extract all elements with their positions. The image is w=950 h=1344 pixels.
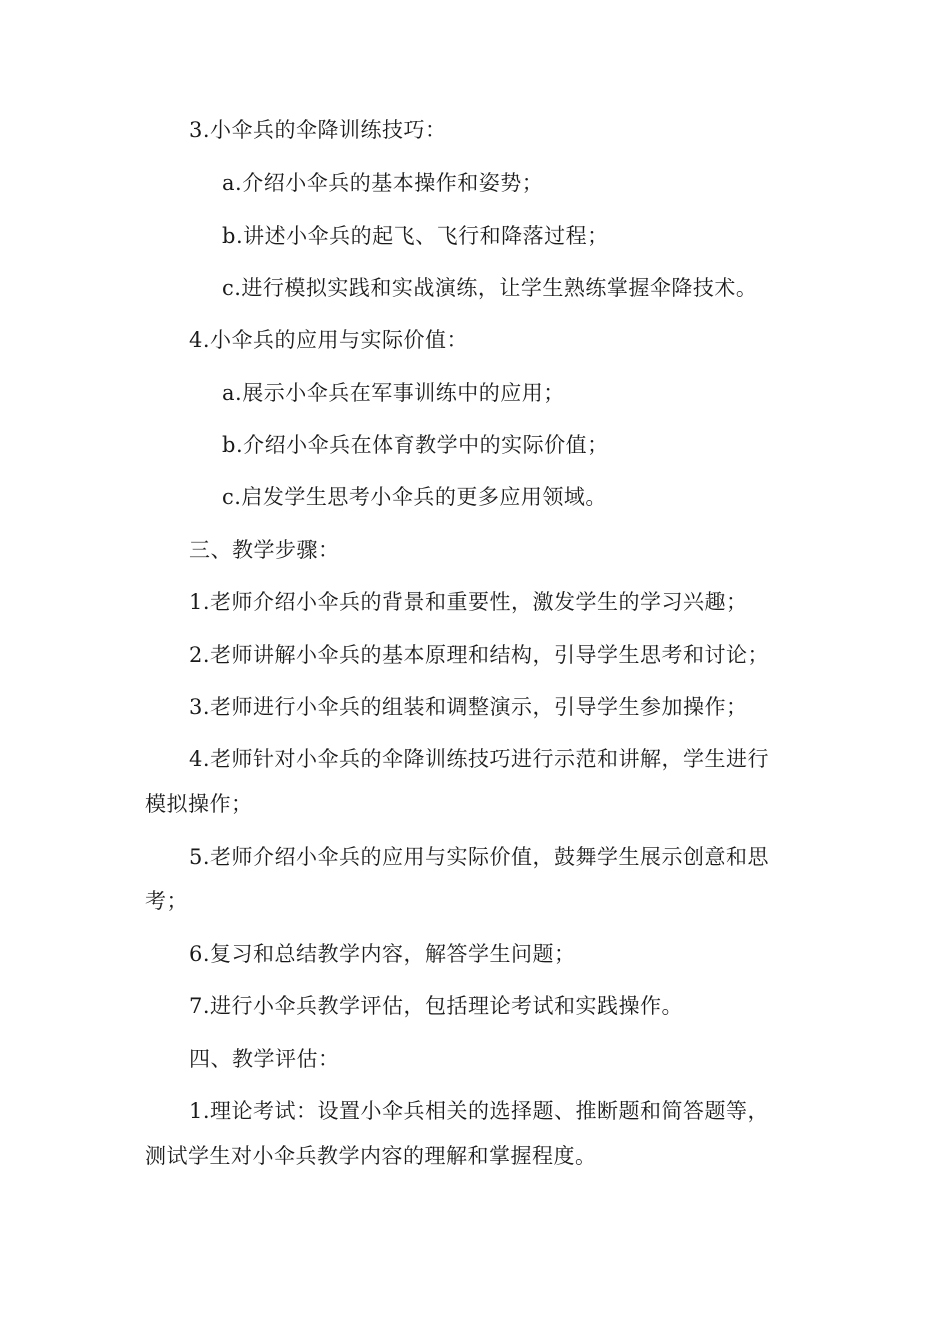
list-item: 1.理论考试：设置小伞兵相关的选择题、推断题和简答题等， [189,1099,770,1123]
heading-application-value: 4.小伞兵的应用与实际价值： [189,328,469,352]
list-item: 5.老师介绍小伞兵的应用与实际价值，鼓舞学生展示创意和思 [189,845,770,869]
section-heading-teaching-steps: 三、教学步骤： [189,538,340,562]
section-heading-teaching-evaluation: 四、教学评估： [189,1047,340,1071]
list-item: b.介绍小伞兵在体育教学中的实际价值； [222,433,609,457]
list-item: c.启发学生思考小伞兵的更多应用领域。 [222,485,607,509]
list-item: 7.进行小伞兵教学评估，包括理论考试和实践操作。 [189,994,684,1018]
list-item: a.展示小伞兵在军事训练中的应用； [222,381,565,405]
list-item: 3.老师进行小伞兵的组装和调整演示，引导学生参加操作； [189,695,748,719]
list-item: 4.老师针对小伞兵的伞降训练技巧进行示范和讲解，学生进行 [189,747,770,771]
list-item-continuation: 测试学生对小伞兵教学内容的理解和掌握程度。 [145,1144,597,1168]
list-item: 6.复习和总结教学内容，解答学生问题； [189,942,576,966]
list-item: b.讲述小伞兵的起飞、飞行和降落过程； [222,224,609,248]
list-item: a.介绍小伞兵的基本操作和姿势； [222,171,544,195]
heading-training-skills: 3.小伞兵的伞降训练技巧： [189,118,447,142]
list-item: 1.老师介绍小伞兵的背景和重要性，激发学生的学习兴趣； [189,590,748,614]
list-item: c.进行模拟实践和实战演练，让学生熟练掌握伞降技术。 [222,276,758,300]
list-item-continuation: 模拟操作； [145,792,253,816]
list-item-continuation: 考； [145,889,188,913]
list-item: 2.老师讲解小伞兵的基本原理和结构，引导学生思考和讨论； [189,643,770,667]
